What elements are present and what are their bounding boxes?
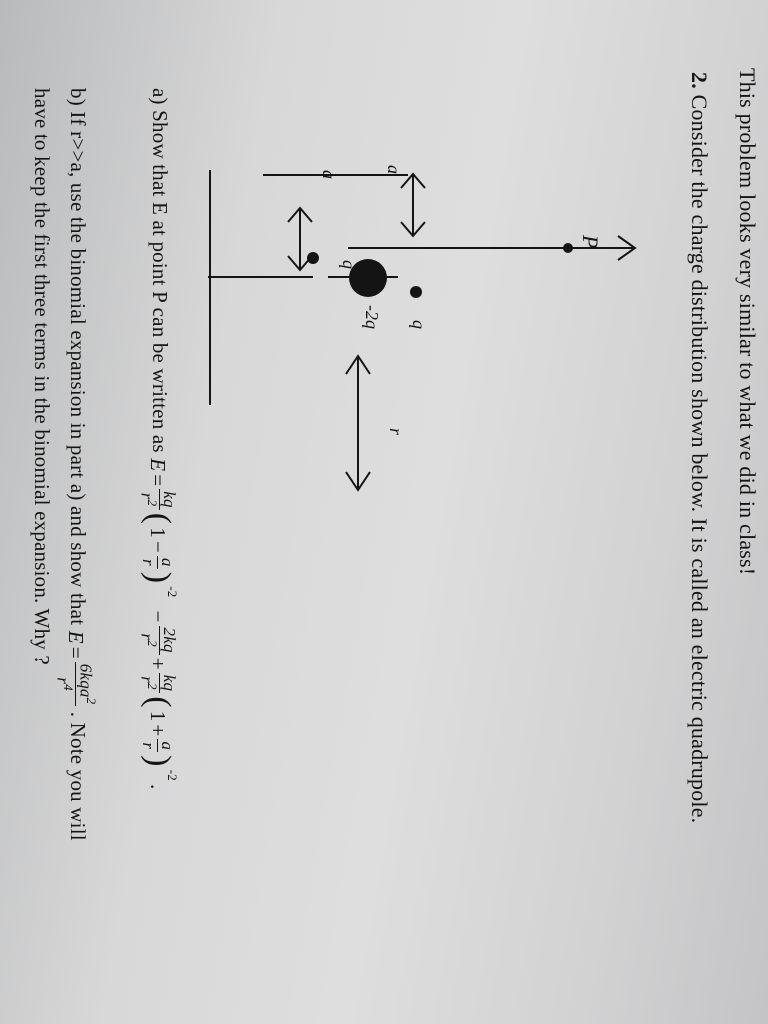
eq-a-frac-ar1 xyxy=(139,556,176,569)
label-q-bottom: q xyxy=(409,320,429,329)
eq-a-E: E xyxy=(146,458,171,472)
eq-b-den: $r^4$ xyxy=(53,677,77,691)
charge-q-bottom xyxy=(410,286,422,298)
part-b-equation xyxy=(54,631,98,707)
label-a-right: a xyxy=(319,170,339,179)
problem-text: Consider the charge distribution shown below. It is called an electric quadrupole. xyxy=(687,94,712,824)
problem-number: 2. xyxy=(687,72,712,89)
eq-a-minus2: − xyxy=(146,610,171,623)
eq-a-paren-close1: ) xyxy=(139,571,177,584)
label-minus2q: -2q xyxy=(362,305,382,329)
eq-a-frac2-den: $r^2$ xyxy=(137,633,161,647)
part-b-line1 xyxy=(54,88,98,841)
eq-a-frac3-den: $r^2$ xyxy=(137,676,161,690)
part-b-line2: have to keep the first three terms in the binomial expansion. Why ? xyxy=(30,88,54,665)
eq-b-equals: = xyxy=(64,646,89,659)
part-a-equation xyxy=(138,458,178,789)
eq-a-plus2: + xyxy=(146,724,171,737)
eq-a-one1: 1 xyxy=(146,527,171,538)
eq-a-exp2: -2 xyxy=(164,769,180,781)
eq-a-frac-ar1-num: a xyxy=(158,558,178,567)
point-p xyxy=(563,243,573,253)
intro-text: This problem looks very similar to what we did in class! xyxy=(735,68,760,576)
eq-a-frac-ar2-den: r xyxy=(139,742,159,750)
part-b-text2: . Note you will xyxy=(66,711,91,841)
part-a xyxy=(138,88,178,789)
eq-a-frac-ar2 xyxy=(139,739,176,752)
eq-a-paren-open2: ( xyxy=(139,696,177,708)
eq-a-frac3 xyxy=(138,673,178,693)
eq-a-plus: + xyxy=(146,657,171,670)
label-q-top: q xyxy=(339,260,359,269)
eq-a-one2: 1 xyxy=(146,710,171,722)
eq-b-E: E xyxy=(64,630,89,644)
eq-a-paren-close2: ) xyxy=(139,755,177,767)
eq-a-minus1: − xyxy=(146,540,171,554)
label-a-left: a xyxy=(384,165,404,174)
label-r: r xyxy=(386,428,406,436)
eq-a-paren-open1: ( xyxy=(139,512,177,525)
eq-a-period: . xyxy=(146,783,171,790)
eq-a-equals: = xyxy=(146,474,171,487)
eq-a-frac2-num: 2kq xyxy=(160,627,179,653)
part-b-text1: b) If r>>a, use the binomial expansion in part a) and show that xyxy=(66,88,91,626)
eq-a-frac1 xyxy=(138,489,178,509)
eq-a-frac1-num: kq xyxy=(160,491,179,508)
eq-a-frac-ar2-num: a xyxy=(158,741,178,751)
eq-a-frac3-num: kq xyxy=(160,674,179,692)
eq-a-exp1: -2 xyxy=(164,586,180,598)
eq-b-num: 6kqa$^2$ xyxy=(76,663,99,705)
charge-q-top xyxy=(307,252,319,264)
eq-a-frac1-den: $r^2$ xyxy=(137,492,161,507)
label-p: P xyxy=(578,235,603,249)
part-a-text: a) Show that E at point P can be written as xyxy=(148,88,173,453)
eq-b-frac xyxy=(54,662,98,707)
eq-a-frac2 xyxy=(138,626,178,655)
eq-a-frac-ar1-den: r xyxy=(139,558,159,566)
